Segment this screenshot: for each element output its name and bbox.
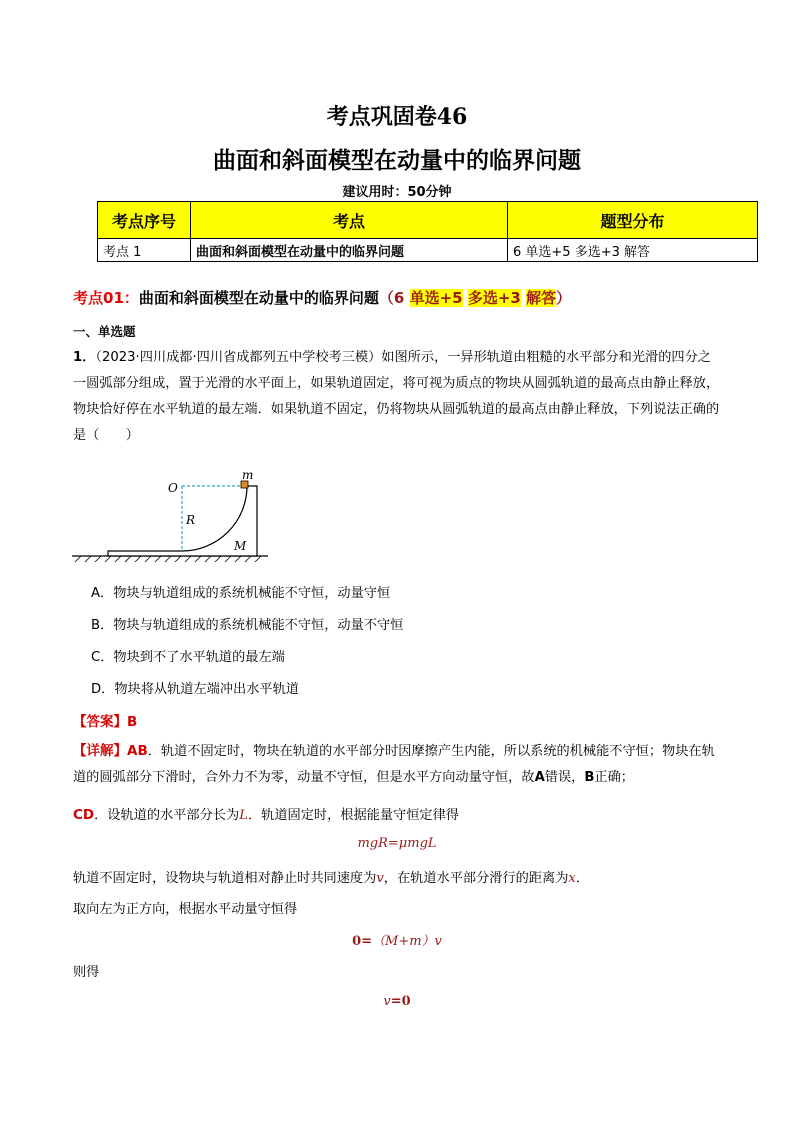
section-title: 曲面和斜面模型在动量中的临界问题: [138, 289, 379, 307]
count-single: 6: [393, 289, 405, 307]
ab-text: ．轨道不固定时，物块在轨道的水平部分时因摩擦产生内能，所以系统的机械能不守恒；物块在轨道的圆弧部分下滑时，合外力不为零，动量不守恒，但是水平方向动量守恒，故: [73, 744, 715, 785]
question-body: 如图所示，一异形轨道由粗糙的水平部分和光滑的四分之一圆弧部分组成，置于光滑的水平面上，如果轨道固定，将可视为质点的物块从圆弧轨道的最高点由静止释放，物块恰好停在水平轨道的最左端．如果轨道不固定，仍将物块从圆弧轨道的最高点由静止释放，下列说法正确的是（ ）: [73, 350, 720, 443]
eq3-a: v: [383, 994, 391, 1009]
cd-text1: ．设轨道的水平部分长为: [94, 808, 240, 823]
table-header-cell: 题型分布: [508, 202, 758, 239]
label-M: M: [234, 539, 247, 553]
suggested-time: 建议用时：50分钟: [342, 185, 452, 200]
explanation-line4: 取向左为正方向，根据水平动量守恒得: [73, 902, 298, 917]
equation-momentum: [0, 930, 794, 949]
eq2-b: （M+m）v: [372, 934, 442, 949]
option-d: D．物块将从轨道左端冲出水平轨道: [91, 682, 299, 697]
eq2-a: 0=: [352, 934, 373, 949]
table-header-cell: 考点序号: [98, 202, 191, 239]
explanation-cd: [73, 802, 723, 829]
eq3-b: =0: [390, 994, 411, 1009]
paren: （: [378, 289, 394, 307]
track-figure: [72, 470, 272, 565]
label-R: R: [186, 513, 196, 527]
cd-L: L: [239, 808, 248, 823]
cd-tag: CD: [73, 807, 95, 823]
table-cell: 考点 1: [98, 239, 191, 262]
table-row: [98, 239, 758, 262]
table-cell: 曲面和斜面模型在动量中的临界问题: [191, 239, 508, 262]
line3-b: ，在轨道水平部分滑行的距离为: [383, 871, 569, 886]
explanation-ab: [73, 738, 723, 791]
answer-value: B: [127, 714, 138, 730]
ab-end: 正确；: [594, 770, 634, 785]
table-header-row: [98, 202, 758, 239]
question-number: 1．: [73, 350, 96, 365]
ab-tag: AB: [127, 743, 148, 759]
question-source: （2023·四川成都·四川省成都列五中学校考三模）: [95, 350, 382, 365]
label-O: O: [168, 481, 178, 495]
line3-c: ．: [575, 871, 590, 886]
paren: ）: [556, 289, 572, 307]
table-cell: 6 单选+5 多选+3 解答: [508, 239, 758, 262]
answer-line: [73, 710, 137, 730]
type-answer: 解答: [526, 289, 557, 307]
option-b: B．物块与轨道组成的系统机械能不守恒，动量不守恒: [91, 618, 404, 633]
explanation-label: 【详解】: [73, 743, 127, 759]
line3-a: 轨道不固定时，设物块与轨道相对静止时共同速度为: [73, 871, 377, 886]
cd-text2: ．轨道固定时，根据能量守恒定律得: [247, 808, 459, 823]
option-a: A．物块与轨道组成的系统机械能不守恒，动量守恒: [91, 586, 391, 601]
equation-energy: mgR=μmgL: [357, 836, 437, 851]
ab-a: A: [534, 770, 545, 785]
answer-label: 【答案】: [73, 714, 127, 730]
label-m: m: [242, 470, 254, 482]
question-text: [73, 345, 723, 449]
block-m: [241, 481, 248, 488]
page-subtitle: 曲面和斜面模型在动量中的临界问题: [213, 147, 581, 174]
section-number: 01：: [103, 289, 139, 307]
line3-v: v: [376, 871, 384, 886]
type-single: 单选+5: [409, 289, 463, 307]
section-heading: [73, 287, 571, 308]
type-multi: 多选+3: [467, 289, 521, 307]
line3-x: x: [568, 871, 576, 886]
explanation-line3: [73, 866, 723, 892]
explanation-line5: 则得: [73, 965, 100, 980]
option-c: C．物块到不了水平轨道的最左端: [91, 650, 285, 665]
equation-velocity: [0, 994, 794, 1009]
ab-b: B: [584, 770, 595, 785]
question-distribution-table: [97, 201, 758, 262]
subsection-heading: 一、单选题: [73, 324, 136, 339]
section-prefix: 考点: [73, 289, 104, 307]
ab-mid: 错误，: [544, 770, 585, 785]
table-header-cell: 考点: [191, 202, 508, 239]
page-title: 考点巩固卷46: [326, 104, 468, 130]
